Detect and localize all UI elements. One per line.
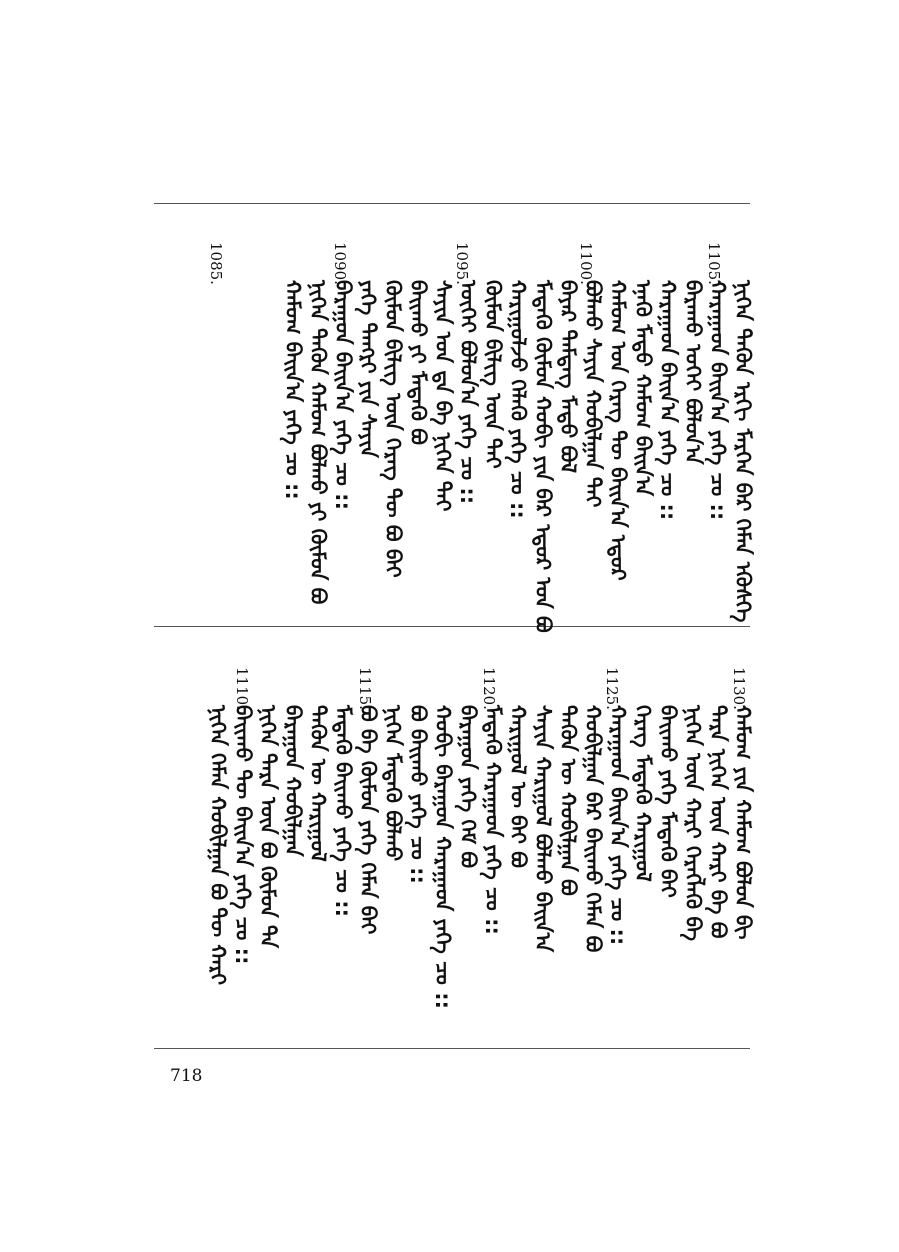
verse-line: ᠪᠠᠶᠠᠷ ᠲᠡᠮᠳᠡᠭ ᠮᠡᠲᠦ ᠪᠣᠯ	[556, 280, 580, 474]
verse-line: ᠪᠠᠷᠠᠬᠤ ᠤᠭᠡᠢ ᠪᠣᠯᠤᠨ᠎ᠠ	[681, 280, 705, 465]
line-number: 1125.	[603, 667, 621, 710]
verse-line: ᠬᠠᠷᠢᠭᠤᠯᠵᠤ ᠬᠡᠯᠡᠬᠦ ᠶᠡᠬᠡ ᠴᠤ ::	[506, 280, 530, 519]
verse-line: ᠬᠠᠮᠤᠭ ᠤᠨ ᠬᠡᠷᠡᠭ ᠲᠦ ᠪᠠᠢᠨ᠎ᠠ ᠡᠳᠦᠷ	[606, 280, 630, 581]
line-number: 1130.	[730, 667, 748, 710]
verse-line: ᠬᠤᠪᠢ ᠪᠠᠷᠠᠭᠤᠨ ᠬᠠᠷᠠᠭᠠᠳ ᠶᠡᠬᠡ ᠴᠤ ::	[431, 705, 455, 1010]
verse-line: ᠪᠠᠷᠠᠭᠤᠨ ᠬᠤᠪᠢᠯᠭᠠᠨ	[281, 705, 305, 857]
page-number: 718	[170, 1066, 203, 1086]
verse-line: ᠨᠢᠭᠡᠨ ᠮᠡᠳᠡᠬᠦ ᠪᠣᠯᠬᠤ	[381, 705, 405, 862]
middle-rule	[154, 626, 750, 627]
verse-line: ᠪᠠᠷᠠᠭᠤᠨ ᠶᠡᠬᠡ ᠬᠡᠮ ᠪᠣ	[456, 705, 480, 869]
verse-line: ᠨᠢᠭᠡᠨ ᠬᠡᠮᠡᠨ ᠬᠤᠪᠢᠯᠭᠠᠨ ᠪᠣ ᠲᠦ ᠬᠠᠷᠢ	[206, 705, 230, 986]
verse-line: ᠪᠠᠢᠬᠤ ᠲᠦ ᠪᠠᠢᠨ᠎ᠠ ᠶᠡᠬᠡ ᠴᠤ ::	[231, 705, 255, 965]
verse-line: ᠪᠣᠯᠬᠤ ᠰᠠᠶᠢᠨ ᠬᠤᠪᠢᠯᠭᠠᠨ ᠲᠠᠢ	[581, 280, 605, 508]
verse-line: ᠪᠠᠷᠠᠭᠤᠨ ᠪᠠᠢᠨ᠎ᠠ ᠶᠡᠬᠡ ᠴᠤ ::	[331, 280, 355, 510]
verse-line: ᠨᠢᠭᠡᠨ ᠲᠡᠭᠦᠨ ᠡᠷᠬᠢ ᠮᠡᠷᠭᠡᠨ ᠪᠡᠷ ᠬᠡᠮᠡᠨ ᠡᠭᠦᠰᠭᠡ	[731, 280, 755, 623]
line-number: 1090.	[331, 242, 349, 285]
verse-section-top	[150, 230, 760, 633]
top-rule	[154, 203, 750, 204]
bottom-rule	[154, 1048, 750, 1049]
verse-line: ᠬᠦᠮᠦᠨ ᠪᠢᠯᠢᠭ ᠦᠨ ᠬᠡᠷᠡᠭ ᠲᠦ ᠪᠣ ᠪᠠᠢ	[381, 280, 405, 578]
line-number: 1105.	[705, 242, 723, 285]
verse-line: ᠶᠡᠬᠡ ᠲᠡᠨᠭᠷᠢ ᠶᠢᠨ ᠰᠠᠶᠢᠨ	[356, 280, 380, 458]
verse-line: ᠰᠠᠶᠢᠨ ᠬᠠᠷᠢᠭᠤᠯ ᠪᠣᠯᠬᠤ ᠪᠠᠢᠨ᠎ᠠ	[531, 705, 555, 953]
verse-line: ᠮᠡᠳᠡᠬᠦ ᠪᠠᠢᠬᠤ ᠶᠡᠬᠡ ᠴᠤ ::	[331, 705, 355, 918]
verse-line: ᠬᠠᠮᠤᠭ ᠶᠢᠨ ᠬᠠᠮᠤᠭ ᠪᠣᠯᠤᠨ ᠪᠢ	[731, 705, 755, 940]
verse-line: ᠬᠦᠮᠦᠨ ᠪᠢᠯᠢᠭ ᠦᠨ ᠲᠠᠢ	[481, 280, 505, 469]
verse-line: ᠦᠬᠡᠢ ᠪᠣᠯᠤᠨ᠎ᠠ ᠶᠡᠬᠡ ᠴᠤ ::	[456, 280, 480, 505]
verse-line: ᠨᠢᠭᠡᠨ ᠲᠡᠭᠦᠨ ᠬᠠᠮᠤᠭ ᠪᠣᠯᠬᠤ ᠶᠢ ᠬᠦᠮᠦᠨ ᠪᠣ	[306, 280, 330, 605]
verse-line: ᠰᠠᠶᠢᠨ ᠤᠨ ᠳᠡ ᠪᠠ ᠨᠢᠭᠡᠨ ᠲᠠᠢ	[431, 280, 455, 512]
verse-line: ᠲᠡᠭᠦᠨ ᠦ ᠬᠠᠷᠢᠭᠤᠯ	[306, 705, 330, 862]
verse-line: ᠬᠠᠷᠠᠭᠠᠳ ᠪᠠᠢᠨ᠎ᠠ ᠶᠡᠬᠡ ᠴᠤ ::	[656, 280, 680, 521]
verse-line: ᠬᠠᠷᠠᠭᠠᠳ ᠪᠠᠢᠨ᠎ᠠ ᠶᠡᠬᠡ ᠴᠤ ::	[706, 280, 730, 521]
line-number: 1110.	[233, 667, 251, 710]
verse-line: ᠪᠠᠢᠬᠤ ᠶᠡᠬᠡ ᠮᠡᠳᠡᠬᠦ ᠪᠠᠢ	[656, 705, 680, 898]
line-number: 1120.	[480, 667, 498, 710]
line-number: 1085.	[207, 242, 225, 285]
line-number: 1100.	[577, 242, 595, 285]
verse-line: ᠬᠠᠮᠤᠭ ᠪᠠᠢᠨ᠎ᠠ ᠶᠡᠬᠡ ᠴᠤ ::	[281, 280, 305, 500]
verse-line: ᠮᠡᠳᠡᠬᠦ ᠬᠠᠷᠠᠭᠠᠳ ᠶᠡᠬᠡ ᠴᠤ ::	[481, 705, 505, 935]
verse-line: ᠪᠣ ᠪᠠᠢᠬᠤ ᠶᠡᠬᠡ ᠴᠤ ::	[406, 705, 430, 884]
line-number: 1095.	[453, 242, 471, 285]
verse-line: ᠬᠡᠷᠡᠭ ᠮᠡᠳᠡᠬᠦ ᠬᠠᠷᠢᠭᠤᠯ	[631, 705, 655, 882]
verse-line: ᠲᠡᠷᠡ ᠨᠢᠭᠡᠨ ᠦᠨ ᠬᠠᠷᠢ ᠪᠠ ᠪᠣ	[706, 705, 730, 939]
verse-line: ᠬᠠᠷᠢᠭᠤᠯ ᠦ ᠪᠠᠢ ᠪᠣ	[506, 705, 530, 868]
line-number: 1115.	[356, 667, 374, 710]
verse-line: ᠮᠡᠳᠡᠬᠦ ᠬᠦᠮᠦᠨ ᠬᠤᠪᠢ ᠶᠢᠨ ᠪᠡᠷ ᠡᠳᠦᠷ ᠤᠨ ᠪᠣ	[531, 280, 555, 633]
verse-line: ᠪᠣ ᠪᠠ ᠬᠦᠮᠦᠨ ᠶᠡᠬᠡ ᠬᠡᠮᠡᠨ ᠪᠠᠢ	[356, 705, 380, 935]
verse-line: ᠲᠡᠭᠦᠨ ᠦ ᠬᠤᠪᠢᠯᠭᠠᠨ ᠪᠣ	[556, 705, 580, 896]
verse-line: ᠬᠤᠪᠢᠯᠭᠠᠨ ᠪᠡᠷ ᠪᠠᠢᠬᠤ ᠬᠡᠮᠡᠨ ᠪᠣ	[581, 705, 605, 953]
verse-line: ᠪᠠᠢᠬᠤ ᠶᠢ ᠮᠡᠳᠡᠬᠦ ᠪᠣ	[406, 280, 430, 446]
verse-line: ᠨᠢᠭᠡᠨ ᠦᠨ ᠬᠠᠷᠢ ᠬᠡᠷᠡᠭᠯᠡᠬᠦ ᠪᠠ	[681, 705, 705, 942]
verse-line: ᠡᠨᠡᠬᠦ ᠮᠡᠲᠦ ᠬᠠᠮᠤᠭ ᠪᠠᠢᠨ᠎ᠠ	[631, 280, 655, 497]
verse-line: ᠬᠠᠷᠠᠭᠠᠳ ᠪᠠᠢᠨ᠎ᠠ ᠶᠡᠬᠡ ᠴᠤ ::	[606, 705, 630, 946]
verse-line: ᠨᠢᠭᠡᠨ ᠲᠡᠷᠡ ᠦᠨ ᠪᠣ ᠬᠦᠮᠦᠨ ᠲᠠ	[256, 705, 280, 949]
verse-section-bottom	[150, 655, 760, 1035]
